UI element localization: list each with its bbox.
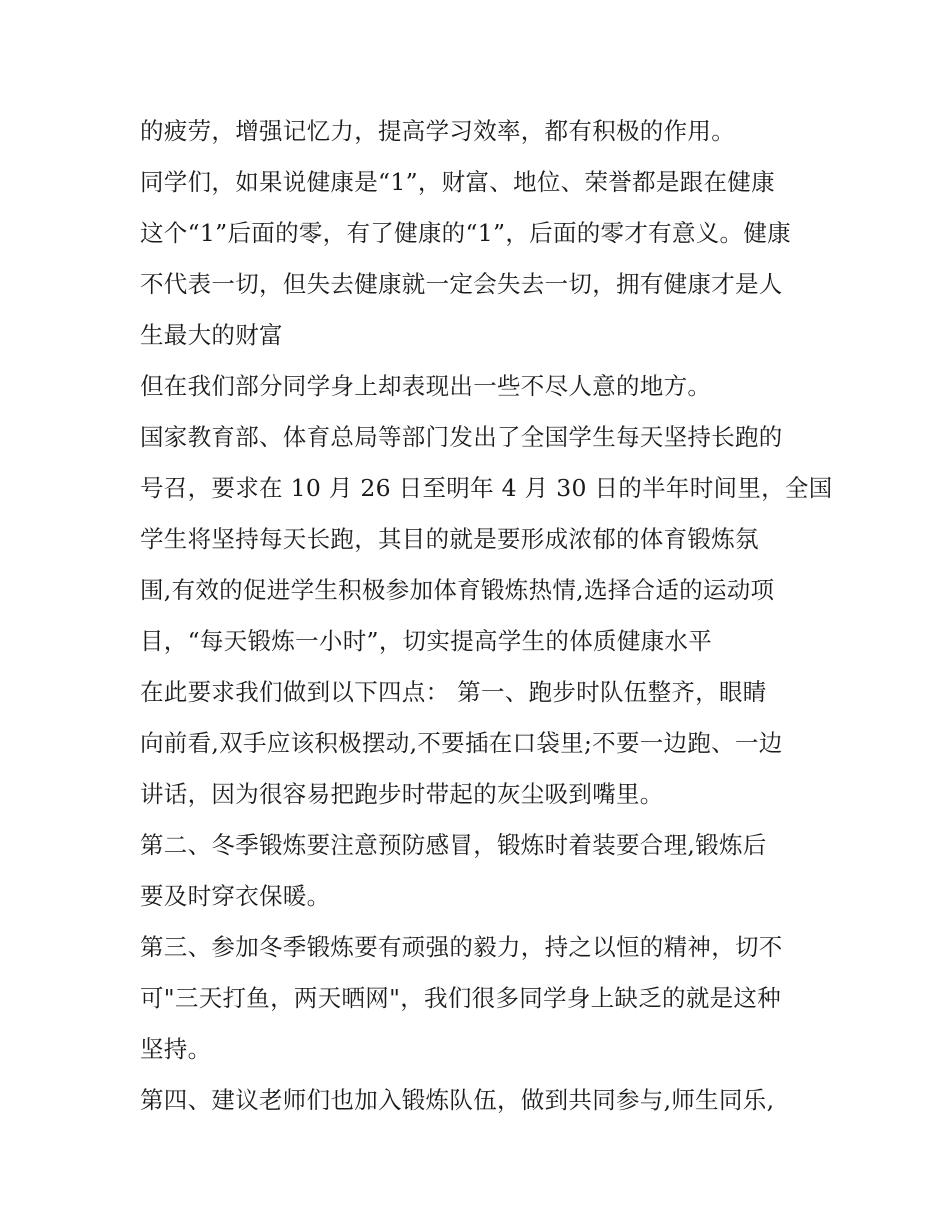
text-line: 不代表一切，但失去健康就一定会失去一切，拥有健康才是人 — [140, 270, 783, 298]
text-line: 号召，要求在 10 月 26 日至明年 4 月 30 日的半年时间里，全国 — [140, 474, 833, 502]
text-line: 学生将坚持每天长跑，其目的就是要形成浓郁的体育锻炼氛 — [140, 525, 759, 553]
text-line: 第二、冬季锻炼要注意预防感冒，锻炼时着装要合理,锻炼后 — [140, 831, 767, 859]
text-line: 第三、参加冬季锻炼要有顽强的毅力，持之以恒的精神，切不 — [140, 933, 783, 961]
text-line: 要及时穿衣保暖。 — [140, 882, 331, 910]
text-line: 围,有效的促进学生积极参加体育锻炼热情,选择合适的运动项 — [140, 576, 775, 604]
text-line: 这个“1”后面的零，有了健康的“1”，后面的零才有意义。健康 — [140, 219, 791, 247]
text-line: 在此要求我们做到以下四点： 第一、跑步时队伍整齐，眼睛 — [140, 678, 767, 706]
text-line: 生最大的财富 — [140, 321, 283, 349]
text-line: 目，“每天锻炼一小时”，切实提高学生的体质健康水平 — [140, 627, 713, 655]
text-line: 坚持。 — [140, 1035, 212, 1063]
text-line: 的疲劳，增强记忆力，提高学习效率，都有积极的作用。 — [140, 117, 735, 145]
text-line: 但在我们部分同学身上却表现出一些不尽人意的地方。 — [140, 372, 712, 400]
document-body — [140, 106, 833, 1126]
text-line: 向前看,双手应该积极摆动,不要插在口袋里;不要一边跑、一边 — [140, 729, 783, 757]
text-line: 可"三天打鱼，两天晒网"，我们很多同学身上缺乏的就是这种 — [140, 984, 782, 1012]
text-line: 讲话，因为很容易把跑步时带起的灰尘吸到嘴里。 — [140, 780, 664, 808]
text-line: 同学们，如果说健康是“1”，财富、地位、荣誉都是跟在健康 — [140, 168, 775, 196]
text-line: 第四、建议老师们也加入锻炼队伍，做到共同参与,师生同乐, — [140, 1086, 775, 1114]
text-line: 国家教育部、体育总局等部门发出了全国学生每天坚持长跑的 — [140, 423, 783, 451]
